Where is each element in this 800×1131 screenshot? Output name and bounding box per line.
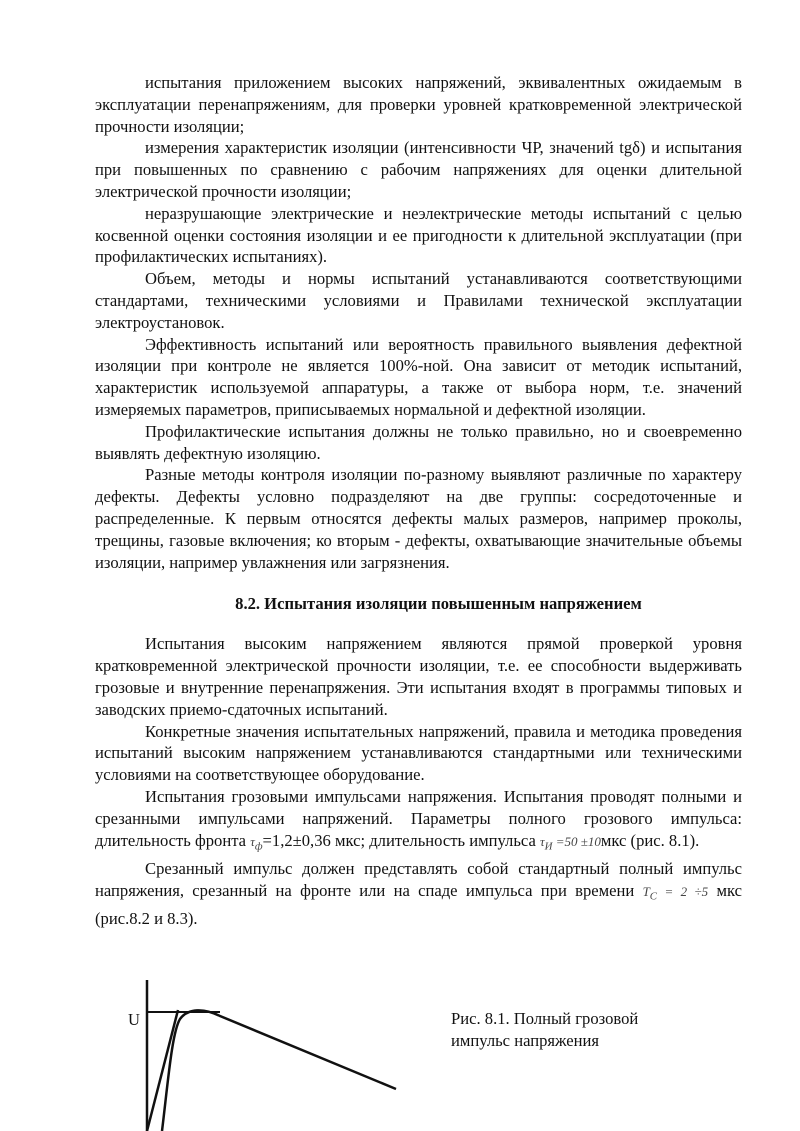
text-run: =1,2±0,36 мкс; длительность импульса xyxy=(262,830,540,850)
text-run: Испытания грозовыми импульсами напряжения. Испытания проводят полными и срезанными импульсами напряжений. Параметры полного грозового импульса: длительность фронта xyxy=(95,786,742,850)
paragraph: Испытания высоким напряжением являются прямой проверкой уровня кратковременной электрической прочности изоляции, т.е. ее способности выдерживать грозовые и внутренние перенапряжения. Эти испытания входят в программы типовых и заводских приемо-сдаточных испытаний. xyxy=(95,634,742,719)
impulse-curve xyxy=(162,1010,396,1131)
impulse-figure xyxy=(120,972,420,1131)
paragraph: Профилактические испытания должны не только правильно, но и своевременно выявлять дефектную изоляцию. xyxy=(95,421,742,463)
section-heading: 8.2. Испытания изоляции повышенным напряжением xyxy=(235,594,642,614)
paragraph: Разные методы контроля изоляции по-разному выявляют различные по характеру дефекты. Дефекты условно подразделяют на две группы: сосредоточенные и распределенные. К первым относятся дефекты малых размеров, например проколы, трещины, газовые включения; ко вторым - дефекты, охватывающие значительные объемы изоляции, например увлажнения или загрязнения. xyxy=(95,465,742,572)
axis-label-u: U xyxy=(128,1010,140,1029)
document-page xyxy=(95,72,742,930)
paragraph: неразрушающие электрические и неэлектрические методы испытаний с целью косвенной оценки состояния изоляции и ее пригодности к длительной эксплуатации (при профилактических испытаниях). xyxy=(95,203,742,267)
paragraph-chopped xyxy=(95,858,742,930)
paragraph: испытания приложением высоких напряжений, эквивалентных ожидаемым в эксплуатации перенапряжениям, для проверки уровней кратковременной электрической прочности изоляции; xyxy=(95,73,742,136)
text-run: Срезанный импульс должен представлять собой стандартный полный импульс напряжения, срезанный на фронте или на спаде импульса при времени xyxy=(95,858,742,900)
paragraph: измерения характеристик изоляции (интенсивности ЧР, значений tgδ) и испытания при повышенных по сравнению с рабочим напряжениях для оценки длительной электрической прочности изоляции; xyxy=(95,138,742,201)
paragraph-impulse xyxy=(95,786,742,858)
paragraph: Конкретные значения испытательных напряжений, правила и методика проведения испытаний высоким напряжением устанавливаются стандартными или техническими условиями на соответствующее оборудование. xyxy=(95,721,742,785)
front-line xyxy=(147,1010,178,1131)
formula-tau-front: $\tau_ф$ xyxy=(250,833,263,853)
text-run: мкс (рис.8.2 и 8.3). xyxy=(95,880,742,929)
paragraph: Объем, методы и нормы испытаний устанавливаются соответствующими стандартами, техническими условиями и Правилами технической эксплуатации электроустановок. xyxy=(95,269,742,332)
paragraph: Эффективность испытаний или вероятность правильного выявления дефектной изоляции при контроле не является 100%-ной. Она зависит от методик испытаний, характеристик используемой аппаратуры, а также от выбора норм, т.е. значений измеряемых параметров, приписываемых нормальной и дефектной изоляции. xyxy=(95,334,742,419)
formula-tc: $T_C = 2 \div 5$ xyxy=(642,883,709,903)
formula-tau-impulse: $\tau_И =50 \pm 10$ xyxy=(539,833,601,853)
text-run: мкс (рис. 8.1). xyxy=(600,830,700,850)
figure-caption: Рис. 8.1. Полный грозовой импульс напряжения xyxy=(451,1009,639,1050)
